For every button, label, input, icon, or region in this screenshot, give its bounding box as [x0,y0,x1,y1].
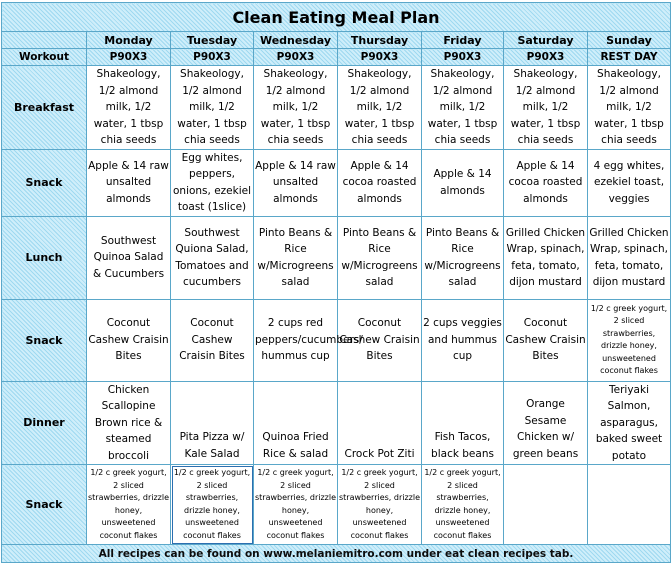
row-label-snack[interactable]: Snack [2,299,87,381]
day-header[interactable]: Monday [87,32,171,49]
workout-cell[interactable]: P90X3 [504,49,588,66]
meal-cell[interactable]: 4 egg whites, ezekiel toast, veggies [588,149,671,216]
day-header-row [2,32,671,49]
meal-cell[interactable]: 1/2 c greek yogurt, 2 sliced strawberries, drizzle honey, unsweetened coconut flakes [338,465,422,545]
meal-cell[interactable]: Pinto Beans & Rice w/Microgreens salad [338,216,422,299]
day-header[interactable]: Wednesday [254,32,338,49]
workout-cell[interactable]: P90X3 [87,49,171,66]
corner-cell[interactable] [2,32,87,49]
row-label-breakfast[interactable]: Breakfast [2,66,87,150]
day-header[interactable]: Sunday [588,32,671,49]
meal-cell[interactable]: Apple & 14 raw unsalted almonds [87,149,171,216]
row-label-dinner[interactable]: Dinner [2,381,87,465]
workout-cell[interactable]: P90X3 [338,49,422,66]
meal-cell[interactable]: Apple & 14 cocoa roasted almonds [504,149,588,216]
selected-meal-cell[interactable]: 1/2 c greek yogurt, 2 sliced strawberries, drizzle honey, unsweetened coconut flakes [171,465,254,545]
meal-cell[interactable] [588,465,671,545]
meal-cell[interactable]: Teriyaki Salmon, asparagus, baked sweet potato [588,381,671,465]
workout-cell[interactable]: P90X3 [422,49,504,66]
meal-cell[interactable]: Quinoa Fried Rice & salad [254,381,338,465]
meal-cell[interactable]: Shakeology, 1/2 almond milk, 1/2 water, 1 tbsp chia seeds [87,66,171,150]
meal-cell[interactable]: Pinto Beans & Rice w/Microgreens salad [422,216,504,299]
meal-cell[interactable]: Shakeology, 1/2 almond milk, 1/2 water, 1 tbsp chia seeds [254,66,338,150]
meal-cell[interactable]: Apple & 14 almonds [422,149,504,216]
meal-cell[interactable]: Southwest Quiona Salad, Tomatoes and cucumbers [171,216,254,299]
meal-cell[interactable]: Coconut Cashew Craisin Bites [504,299,588,381]
meal-cell[interactable]: Apple & 14 raw unsalted almonds [254,149,338,216]
meal-row-snack [2,465,671,545]
meal-cell[interactable]: Shakeology, 1/2 almond milk, 1/2 water, 1 tbsp chia seeds [504,66,588,150]
meal-cell[interactable]: Shakeology, 1/2 almond milk, 1/2 water, 1 tbsp chia seeds [171,66,254,150]
meal-cell[interactable]: 1/2 c greek yogurt, 2 sliced strawberries, drizzle honey, unsweetened coconut flakes [588,299,671,381]
meal-cell[interactable]: Pita Pizza w/ Kale Salad [171,381,254,465]
workout-row [2,49,671,66]
workout-cell[interactable]: REST DAY [588,49,671,66]
meal-cell[interactable]: Pinto Beans & Rice w/Microgreens salad [254,216,338,299]
row-label-snack[interactable]: Snack [2,149,87,216]
meal-cell[interactable]: Coconut Cashew Craisin Bites [171,299,254,381]
meal-cell[interactable]: Orange Sesame Chicken w/ green beans [504,381,588,465]
meal-cell[interactable]: 2 cups red peppers/cucumbers/ hummus cup [254,299,338,381]
meal-cell[interactable]: Chicken Scallopine Brown rice & steamed broccoli [87,381,171,465]
meal-cell[interactable] [504,465,588,545]
meal-cell[interactable]: Grilled Chicken Wrap, spinach, feta, tomato, dijon mustard [588,216,671,299]
meal-cell[interactable]: 1/2 c greek yogurt, 2 sliced strawberries, drizzle honey, unsweetened coconut flakes [422,465,504,545]
workout-cell[interactable]: P90X3 [254,49,338,66]
day-header[interactable]: Tuesday [171,32,254,49]
meal-cell[interactable]: Fish Tacos, black beans [422,381,504,465]
sheet-title[interactable]: Clean Eating Meal Plan [2,3,671,32]
meal-cell[interactable]: 1/2 c greek yogurt, 2 sliced strawberries, drizzle honey, unsweetened coconut flakes [87,465,171,545]
row-label-snack[interactable]: Snack [2,465,87,545]
workout-cell[interactable]: P90X3 [171,49,254,66]
meal-cell[interactable]: Egg whites, peppers, onions, ezekiel toast (1slice) [171,149,254,216]
footer-text: All recipes can be found on www.melaniemitro.com under eat clean recipes tab. [98,547,574,560]
meal-cell[interactable]: Southwest Quinoa Salad & Cucumbers [87,216,171,299]
meal-cell[interactable]: 1/2 c greek yogurt, 2 sliced strawberries, drizzle honey, unsweetened coconut flakes [254,465,338,545]
footer-note[interactable] [2,545,671,563]
meal-cell[interactable]: Shakeology, 1/2 almond milk, 1/2 water, 1 tbsp chia seeds [422,66,504,150]
meal-row-dinner [2,381,671,465]
day-header[interactable]: Thursday [338,32,422,49]
meal-row-lunch [2,216,671,299]
row-label-lunch[interactable]: Lunch [2,216,87,299]
meal-plan-table [1,2,671,563]
meal-row-snack [2,299,671,381]
meal-cell[interactable]: Coconut Cashew Craisin Bites [338,299,422,381]
meal-cell[interactable]: Grilled Chicken Wrap, spinach, feta, tomato, dijon mustard [504,216,588,299]
day-header[interactable]: Friday [422,32,504,49]
meal-cell[interactable]: Apple & 14 cocoa roasted almonds [338,149,422,216]
row-label-workout[interactable]: Workout [2,49,87,66]
meal-row-snack [2,149,671,216]
meal-cell[interactable]: Crock Pot Ziti [338,381,422,465]
meal-cell[interactable]: Coconut Cashew Craisin Bites [87,299,171,381]
day-header[interactable]: Saturday [504,32,588,49]
meal-cell[interactable]: Shakeology, 1/2 almond milk, 1/2 water, 1 tbsp chia seeds [588,66,671,150]
meal-cell[interactable]: Shakeology, 1/2 almond milk, 1/2 water, 1 tbsp chia seeds [338,66,422,150]
meal-row-breakfast [2,66,671,150]
meal-cell[interactable]: 2 cups veggies and hummus cup [422,299,504,381]
